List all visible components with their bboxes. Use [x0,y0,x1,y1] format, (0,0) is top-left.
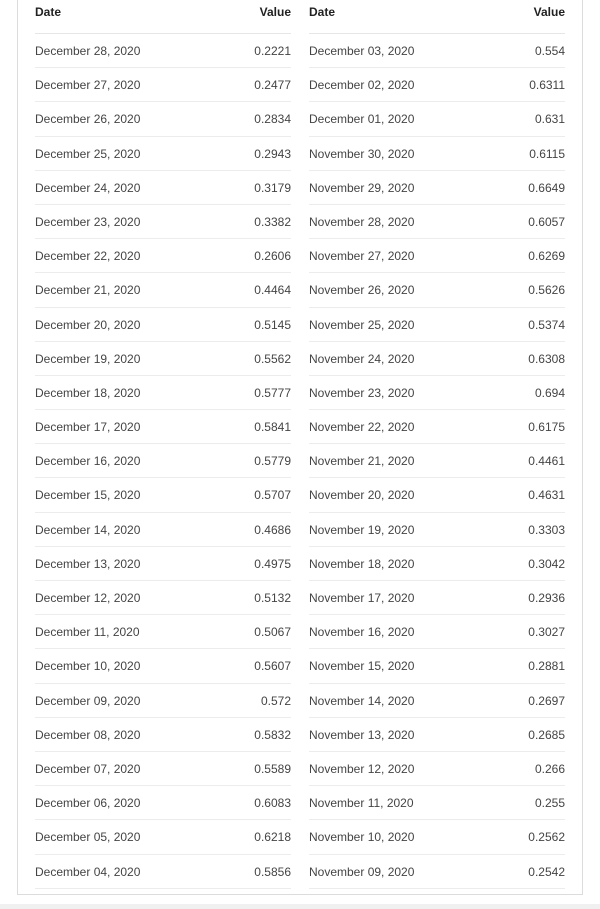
row-value: 0.4975 [254,556,291,571]
table-row [309,820,565,854]
row-date: November 20, 2020 [309,488,415,503]
row-date: December 01, 2020 [309,112,415,127]
table-body-left [35,34,291,889]
row-value: 0.5132 [254,591,291,605]
row-date: December 28, 2020 [35,44,141,58]
table-row [309,649,565,683]
row-value: 0.6057 [528,214,565,229]
row-date: November 25, 2020 [309,317,415,332]
table-row [309,786,565,820]
table-row [309,34,565,68]
row-date: November 17, 2020 [309,591,415,605]
table-row [35,102,291,136]
table-row [35,205,291,239]
row-value: 0.5779 [254,454,291,469]
table-row [35,855,291,889]
table-row [35,649,291,683]
row-date: December 21, 2020 [35,283,141,298]
table-row [35,34,291,68]
row-date: December 05, 2020 [35,830,141,845]
row-value: 0.5832 [254,727,291,742]
column-header-value: Value [533,5,565,19]
table-row [35,581,291,615]
row-date: December 04, 2020 [35,864,141,879]
row-date: November 11, 2020 [309,796,414,811]
table-row [309,718,565,752]
table-row [309,137,565,171]
table-row [35,68,291,102]
table-row [309,581,565,615]
table-row [35,171,291,205]
data-table-left [35,0,291,889]
row-value: 0.6649 [528,180,565,195]
table-row [309,478,565,512]
row-date: December 12, 2020 [35,591,141,605]
table-row [35,273,291,307]
row-date: December 06, 2020 [35,796,141,811]
row-date: November 18, 2020 [309,556,415,571]
data-table-right [309,0,565,889]
row-value: 0.4686 [254,522,291,537]
row-value: 0.5589 [254,761,291,776]
table-row [309,239,565,273]
row-value: 0.255 [534,796,565,811]
table-row [309,342,565,376]
table-row [35,752,291,786]
row-value: 0.6269 [528,249,565,264]
row-value: 0.5145 [254,317,291,332]
row-value: 0.6115 [529,146,565,161]
table-row [309,171,565,205]
row-value: 0.2562 [528,830,565,845]
row-date: December 26, 2020 [35,112,141,127]
row-date: November 29, 2020 [309,180,415,195]
table-row [35,342,291,376]
row-date: December 22, 2020 [35,249,141,264]
row-date: December 24, 2020 [35,180,141,195]
row-value: 0.694 [534,385,565,400]
table-row [309,410,565,444]
table-row [35,137,291,171]
table-row [309,68,565,102]
row-value: 0.2881 [528,659,565,674]
row-date: November 22, 2020 [309,420,415,435]
table-row [35,376,291,410]
row-date: November 23, 2020 [309,385,415,400]
row-value: 0.572 [260,693,291,708]
row-value: 0.5856 [254,864,291,879]
row-date: November 30, 2020 [309,146,415,161]
column-header-date: Date [309,5,336,19]
table-header-right [309,0,565,34]
row-date: November 24, 2020 [309,351,415,366]
row-date: November 10, 2020 [309,830,415,845]
row-date: December 03, 2020 [309,44,415,58]
row-value: 0.266 [534,761,565,776]
row-value: 0.2606 [254,249,291,264]
table-row [309,205,565,239]
row-value: 0.6308 [528,351,565,366]
row-date: December 11, 2020 [35,625,140,640]
row-value: 0.3179 [254,180,291,195]
table-row [35,547,291,581]
row-value: 0.4461 [528,454,565,469]
row-value: 0.2697 [528,693,565,708]
row-date: December 02, 2020 [309,78,415,93]
row-date: December 19, 2020 [35,351,141,366]
row-value: 0.2685 [528,727,565,742]
row-value: 0.2943 [254,146,291,161]
row-date: December 08, 2020 [35,727,141,742]
row-date: December 27, 2020 [35,78,141,93]
table-row [309,615,565,649]
row-value: 0.2936 [528,591,565,605]
row-date: November 09, 2020 [309,864,415,879]
row-value: 0.2221 [254,44,291,58]
row-date: November 27, 2020 [309,249,415,264]
row-date: December 18, 2020 [35,385,141,400]
column-header-value: Value [259,5,291,19]
row-date: November 26, 2020 [309,283,415,298]
table-row [35,820,291,854]
table-row [309,855,565,889]
table-row [35,478,291,512]
row-date: December 10, 2020 [35,659,141,674]
row-date: November 15, 2020 [309,659,415,674]
page-bottom-edge [0,904,600,909]
row-value: 0.5841 [254,420,291,435]
row-date: November 28, 2020 [309,214,415,229]
row-value: 0.2542 [528,864,565,879]
row-value: 0.5777 [254,385,291,400]
row-value: 0.5707 [254,488,291,503]
row-value: 0.2477 [254,78,291,93]
table-row [35,444,291,478]
row-date: December 16, 2020 [35,454,141,469]
table-row [309,444,565,478]
row-date: November 13, 2020 [309,727,415,742]
row-date: December 17, 2020 [35,420,141,435]
table-row [309,308,565,342]
table-body-right [309,34,565,889]
table-row [309,376,565,410]
row-value: 0.5067 [254,625,291,640]
row-date: December 25, 2020 [35,146,141,161]
row-value: 0.4464 [254,283,291,298]
table-row [35,410,291,444]
row-date: December 07, 2020 [35,761,141,776]
table-row [35,718,291,752]
table-row [309,513,565,547]
row-value: 0.6218 [254,830,291,845]
row-value: 0.2834 [254,112,291,127]
row-value: 0.5374 [528,317,565,332]
row-date: December 14, 2020 [35,522,141,537]
table-row [309,102,565,136]
row-value: 0.5626 [528,283,565,298]
table-row [35,684,291,718]
row-value: 0.5562 [254,351,291,366]
row-value: 0.5607 [254,659,291,674]
table-row [309,684,565,718]
row-date: November 12, 2020 [309,761,415,776]
row-value: 0.6175 [528,420,565,435]
table-row [309,752,565,786]
row-date: November 21, 2020 [309,454,415,469]
row-value: 0.3303 [528,522,565,537]
table-row [35,308,291,342]
table-header-left [35,0,291,34]
row-date: December 15, 2020 [35,488,141,503]
table-row [309,547,565,581]
row-value: 0.554 [534,44,565,58]
table-row [35,615,291,649]
table-row [309,273,565,307]
row-value: 0.3027 [528,625,565,640]
row-value: 0.631 [534,112,565,127]
row-value: 0.3382 [254,214,291,229]
row-date: November 14, 2020 [309,693,415,708]
row-value: 0.3042 [528,556,565,571]
table-row [35,513,291,547]
row-date: December 23, 2020 [35,214,141,229]
row-value: 0.6311 [529,78,565,93]
column-header-date: Date [35,5,62,19]
table-row [35,786,291,820]
row-date: December 13, 2020 [35,556,141,571]
row-value: 0.4631 [528,488,565,503]
table-row [35,239,291,273]
row-date: December 09, 2020 [35,693,141,708]
row-date: November 16, 2020 [309,625,415,640]
row-value: 0.6083 [254,796,291,811]
row-date: November 19, 2020 [309,522,415,537]
row-date: December 20, 2020 [35,317,141,332]
